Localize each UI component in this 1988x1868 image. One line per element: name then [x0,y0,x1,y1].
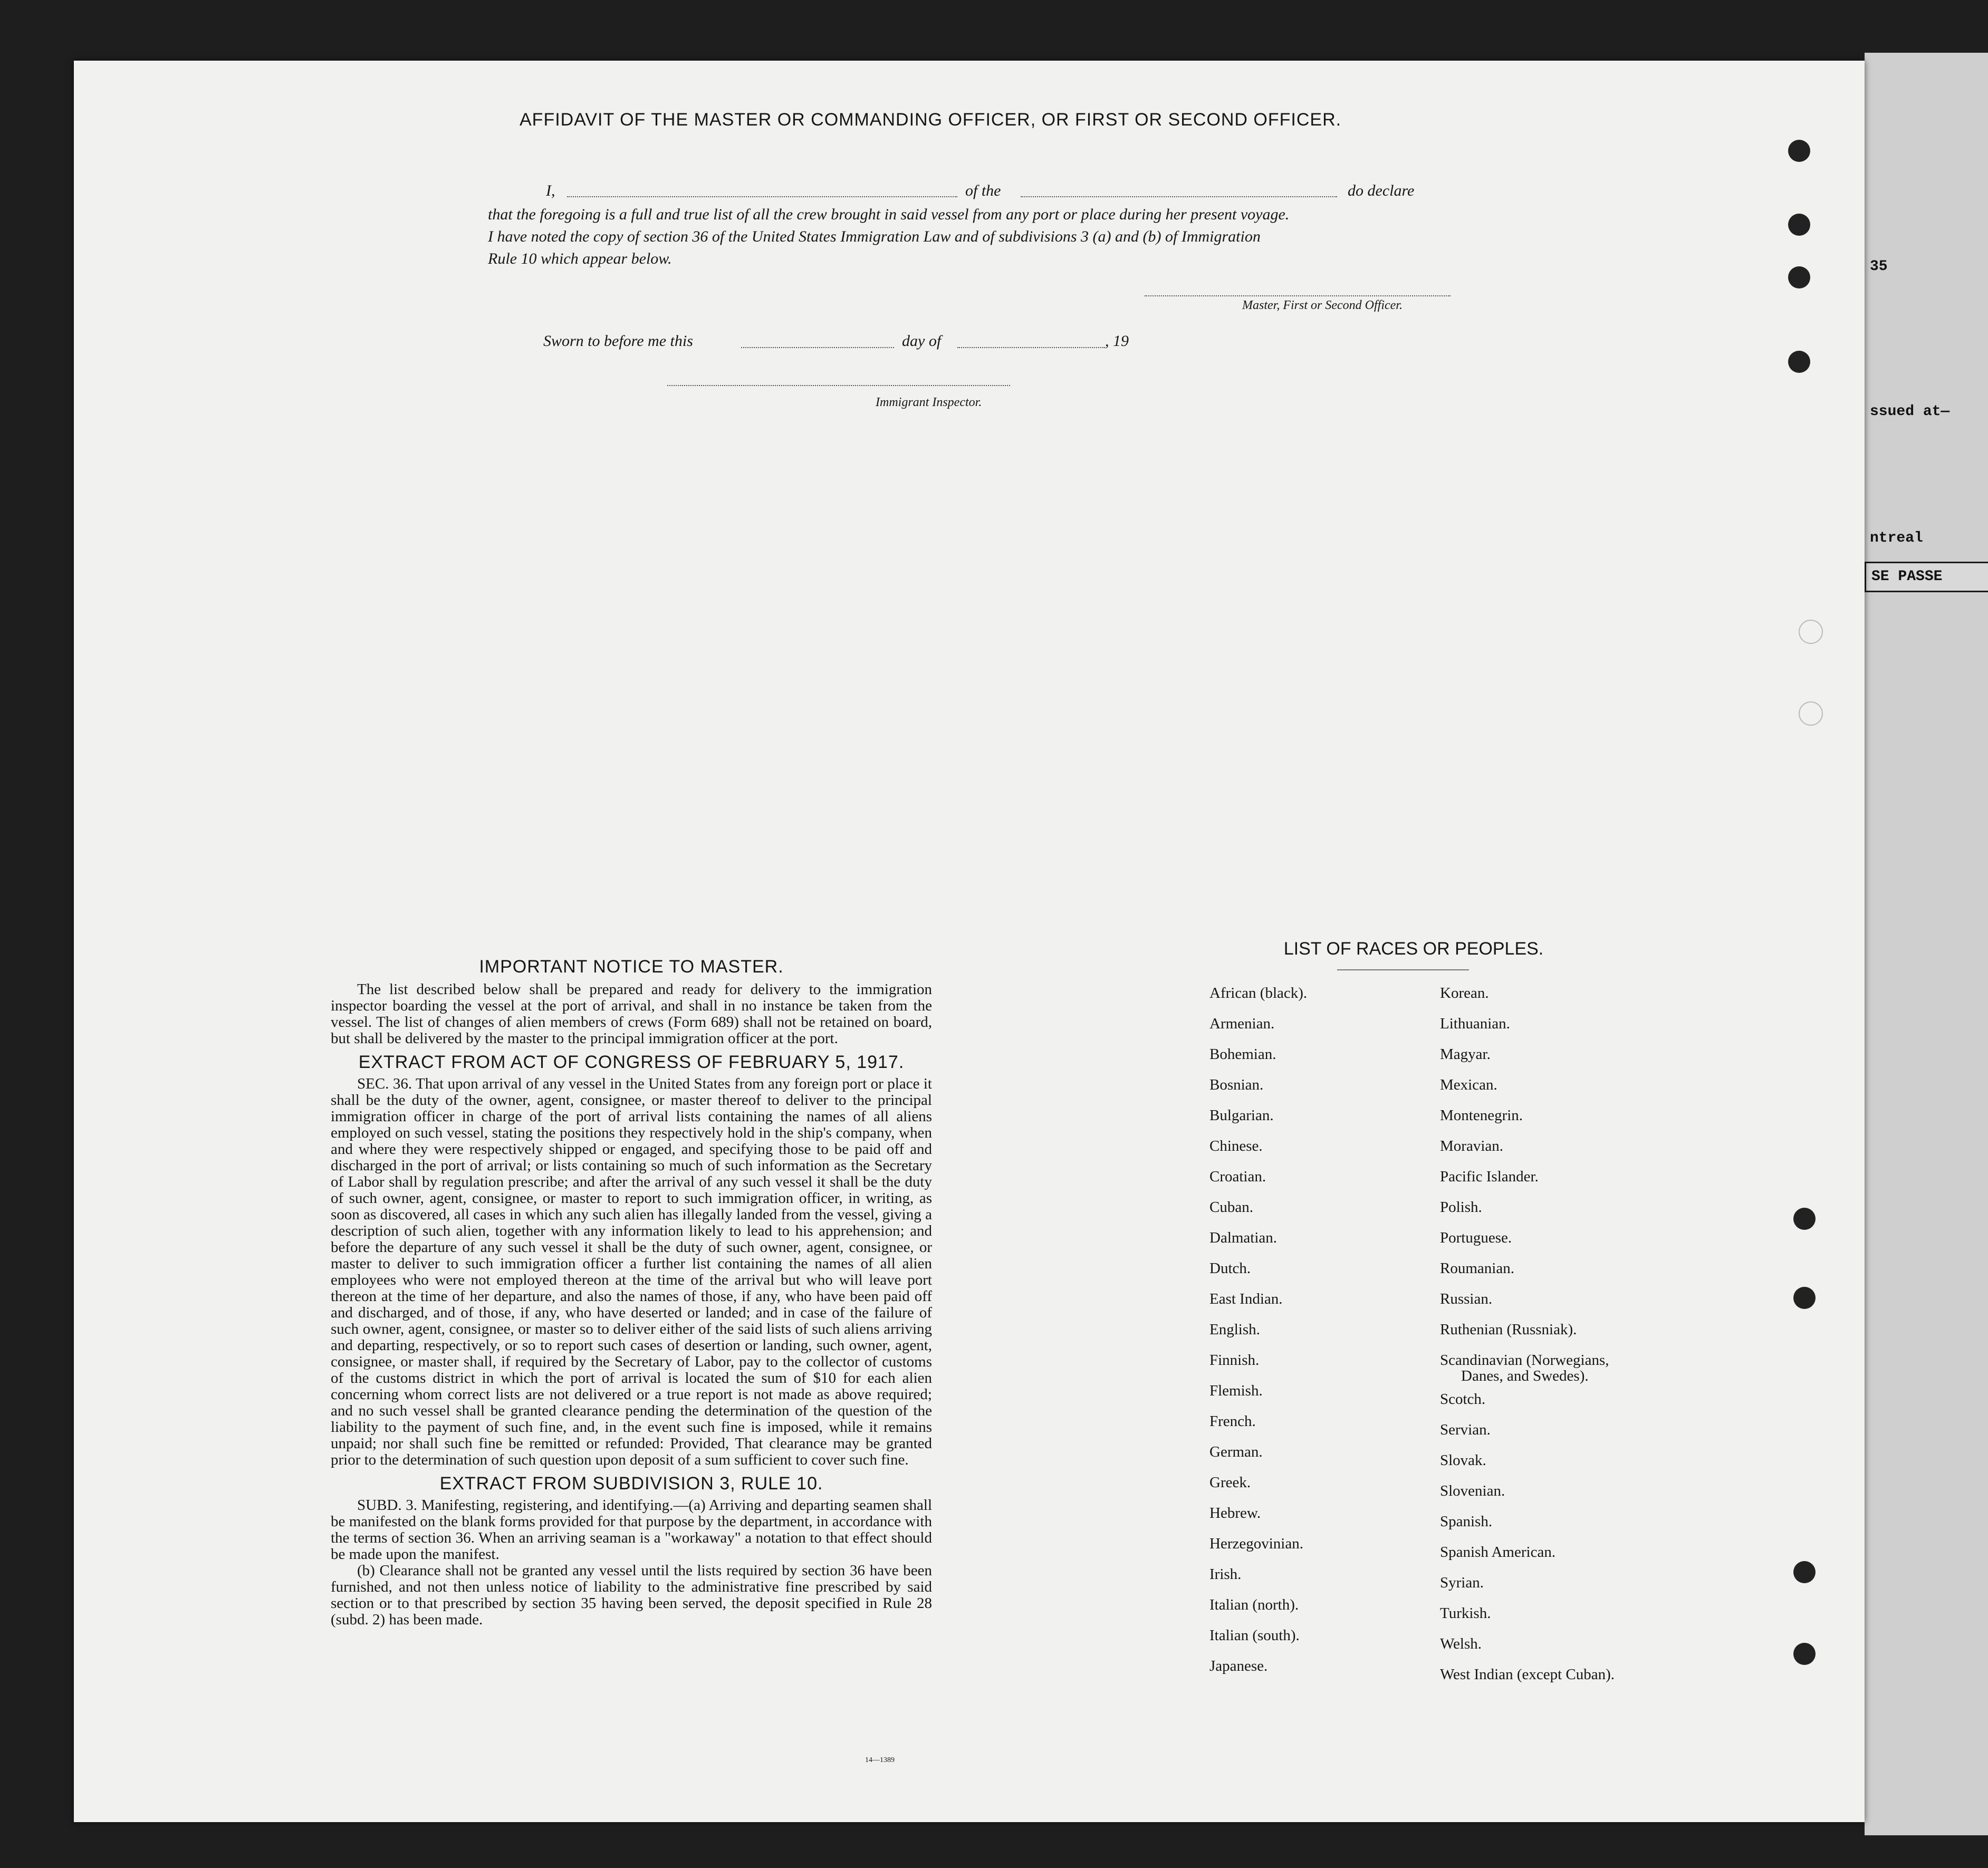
race-item: Hebrew. [1209,1505,1261,1522]
race-item: Irish. [1209,1566,1242,1583]
race-item: Chinese. [1209,1138,1263,1154]
race-item: East Indian. [1209,1291,1283,1307]
notice-body: The list described below shall be prepared and ready for delivery to the immigration inspector boarding the vessel at the port of arrival, and shall in no instance be taken from the vessel. The list of changes of alien members of crews (Form 689) shall not be retained on board, but shall be delivered by the master to the principal immigration officer at the port. [331,981,932,1047]
race-item: Bulgarian. [1209,1107,1274,1124]
race-item: Slovak. [1440,1452,1486,1469]
race-item: Italian (north). [1209,1596,1299,1613]
race-item: Russian. [1440,1291,1493,1307]
punch-hole-icon [1793,1561,1816,1583]
race-item: Syrian. [1440,1574,1484,1591]
adjacent-page-strip [1865,53,1988,1835]
affidavit-line1-end: do declare [1348,182,1415,199]
punch-hole-outline-icon [1799,620,1823,644]
rule-title: EXTRACT FROM SUBDIVISION 3, RULE 10. [439,1474,823,1494]
race-item: Polish. [1440,1199,1482,1216]
race-item: Portuguese. [1440,1229,1512,1246]
margin-port: ntreal [1870,530,1923,546]
race-item: Herzegovinian. [1209,1535,1303,1552]
race-item: Montenegrin. [1440,1107,1523,1124]
punch-hole-icon [1788,351,1810,373]
notice-title: IMPORTANT NOTICE TO MASTER. [479,957,784,977]
race-item: German. [1209,1443,1263,1460]
race-item: Italian (south). [1209,1627,1300,1644]
race-item: African (black). [1209,985,1308,1002]
race-item: Armenian. [1209,1015,1275,1032]
affidavit-line3: I have noted the copy of section 36 of the United States Immigration Law and of subdivisions 3 (a) and (b) of Immigration [488,228,1261,245]
race-item: Spanish. [1440,1513,1493,1530]
punch-hole-icon [1788,214,1810,236]
sworn-month-blank [957,347,1105,348]
race-item: Turkish. [1440,1605,1491,1622]
race-item: Welsh. [1440,1635,1482,1652]
race-item: Cuban. [1209,1199,1253,1216]
race-item: Dalmatian. [1209,1229,1278,1246]
race-item: Slovenian. [1440,1482,1505,1499]
race-item: Scotch. [1440,1391,1486,1408]
margin-class-box [1865,562,1988,592]
affidavit-line1-start: I, [546,182,555,199]
margin-class-label: SE PASSE [1871,569,1943,585]
race-item: Korean. [1440,985,1489,1002]
race-item: Lithuanian. [1440,1015,1510,1032]
sworn-year-label: , 19 [1105,332,1129,350]
race-item: Dutch. [1209,1260,1251,1277]
form-number: 14—1389 [865,1756,895,1764]
inspector-signature-line [667,385,1010,386]
race-item: Moravian. [1440,1138,1503,1154]
affidavit-line2: that the foregoing is a full and true list of all the crew brought in said vessel from any port or place during her present voyage. [488,206,1290,223]
race-item: Danes, and Swedes). [1461,1368,1589,1384]
name-blank-line [567,196,957,197]
race-item: Pacific Islander. [1440,1168,1539,1185]
rule-paragraph-b: (b) Clearance shall not be granted any vessel until the lists required by section 36 have been furnished, and not then unless notice of liability to the administrative fine prescribed by said section or to that prescribed by section 35 having been served, the deposit specified in Rule 28 (subd. 2) has been made. [331,1562,932,1628]
punch-hole-icon [1788,140,1810,162]
race-item: Bohemian. [1209,1046,1276,1063]
punch-hole-icon [1793,1287,1816,1309]
race-item: Finnish. [1209,1352,1260,1369]
act-title: EXTRACT FROM ACT OF CONGRESS OF FEBRUARY 5, 1917. [358,1052,905,1072]
race-item: Scandinavian (Norwegians, [1440,1352,1609,1369]
vessel-blank-line [1021,196,1337,197]
rule-paragraph-a: SUBD. 3. Manifesting, registering, and identifying.—(a) Arriving and departing seamen shall be manifested on the blank forms provided for that purpose by the department, in accordance with the terms of section 36. When an arriving seaman is a "workaway" a notation to that effect should be made upon the manifest. [331,1497,932,1563]
sworn-text: Sworn to before me this [543,332,693,350]
race-item: Greek. [1209,1474,1251,1491]
act-body: SEC. 36. That upon arrival of any vessel in the United States from any foreign port or place it shall be the duty of the owner, agent, consignee, or master thereof to deliver to the principal immigration officer in charge of the port of arrival lists containing the names of all aliens employed on such vessel, stating the positions they respectively hold in the ship's company, when and where they were respectively shipped or engaged, and specifying those to be paid off and discharged in the port of arrival; or lists containing so much of such information as the Secretary of Labor shall by regulation prescribe; and after the arrival of any such vessel it shall be the duty of such owner, agent, consignee, or master to report to such immigration officer, in writing, as soon as discovered, all cases in which any such alien has illegally landed from the vessel, giving a description of such alien, together with any information likely to lead to his apprehension; and before the departure of any such vessel it shall be the duty of such owner, agent, consignee, or master to deliver to such immigration officer a further list containing the names of all alien employees who were not employed thereon at the time of the arrival but who will leave port thereon at the time of her departure, and also the names of those, if any, who have been paid off and discharged, and of those, if any, who have deserted or landed; and in case of the failure of such owner, agent, consignee, or master so to deliver either of the said lists of such aliens arriving and departing, respectively, or so to report such cases of desertion or landing, such owner, agent, consignee, or master shall, if required by the Secretary of Labor, pay to the collector of customs of the customs district in which the port of arrival is located the sum of $10 for each alien concerning whom correct lists are not delivered or a true report is not made as above required; and no such vessel shall be granted clearance pending the determination of the question of the liability to the payment of such fine, and, in the event such fine is imposed, while it remains unpaid; nor shall such fine be remitted or refunded: Provided, That clearance may be granted prior to the determination of such question upon deposit of a sum sufficient to cover such fine. [331,1075,932,1468]
notice-column [331,959,932,1628]
affidavit-line1-mid: of the [965,182,1001,199]
race-item: Ruthenian (Russniak). [1440,1321,1577,1338]
race-item: Servian. [1440,1421,1491,1438]
affidavit-line4: Rule 10 which appear below. [488,250,672,267]
race-item: Bosnian. [1209,1076,1264,1093]
punch-hole-icon [1793,1208,1816,1230]
punch-hole-icon [1793,1643,1816,1665]
punch-hole-outline-icon [1799,701,1823,726]
inspector-signature-label: Immigrant Inspector. [876,396,982,409]
margin-number: 35 [1870,258,1888,275]
race-item: West Indian (except Cuban). [1440,1666,1615,1683]
sworn-day-blank [741,347,894,348]
races-title-underline [1337,969,1469,970]
master-signature-line [1145,295,1451,296]
race-item: Flemish. [1209,1382,1263,1399]
punch-hole-icon [1788,266,1810,288]
sworn-day-label: day of [902,332,942,350]
bleed-through-text [707,140,719,163]
race-item: Roumanian. [1440,1260,1514,1277]
race-item: Croatian. [1209,1168,1266,1185]
race-item: English. [1209,1321,1260,1338]
margin-issued-label: ssued at— [1870,403,1950,420]
races-title: LIST OF RACES OR PEOPLES. [1283,939,1544,959]
race-item: Japanese. [1209,1658,1268,1674]
master-signature-label: Master, First or Second Officer. [1242,299,1403,312]
race-item: Mexican. [1440,1076,1497,1093]
affidavit-title: AFFIDAVIT OF THE MASTER OR COMMANDING OFFICER, OR FIRST OR SECOND OFFICER. [520,110,1342,130]
race-item: French. [1209,1413,1256,1430]
race-item: Magyar. [1440,1046,1491,1063]
race-item: Spanish American. [1440,1544,1556,1561]
